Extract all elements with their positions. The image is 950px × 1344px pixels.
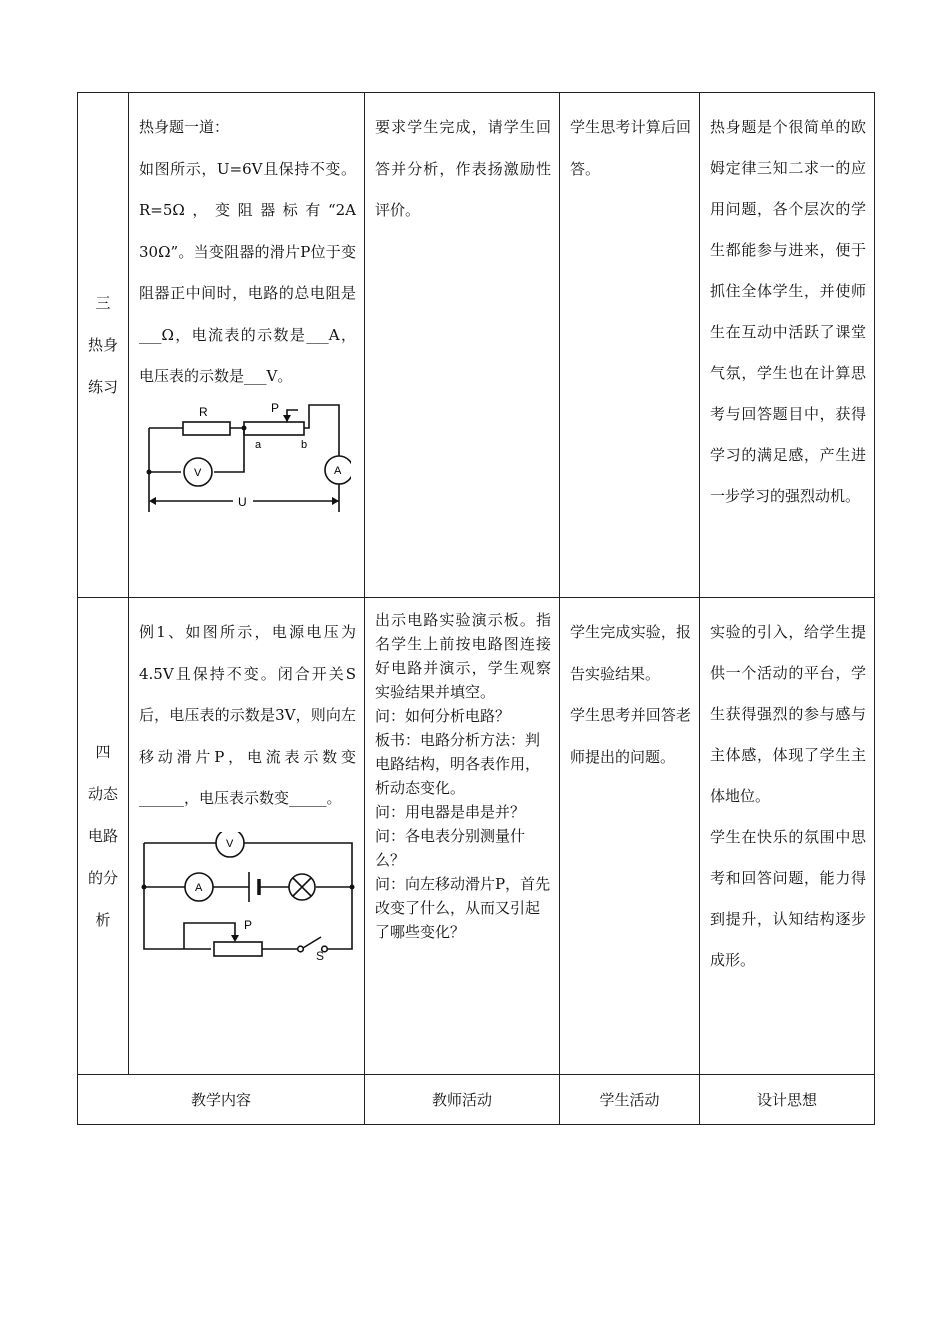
label-p: P [271, 401, 280, 415]
example-circuit-diagram [141, 832, 356, 957]
row-warmup [78, 93, 875, 598]
warmup-design-text: 热身题是个很简单的欧姆定律三知二求一的应用问题，各个层次的学生都能参与进来，便于抓住全体学生，并使师生在互动中活跃了课堂气氛，学生也在计算思考与回答题目中，获得学习的满足感，产生进一步学习的强烈动机。 [710, 118, 866, 505]
warmup-student-text: 学生思考计算后回答。 [570, 118, 691, 178]
content-cell-warmup [129, 93, 365, 598]
footer-teacher: 教师活动 [365, 1075, 560, 1125]
label-am: A [334, 464, 342, 477]
lesson-plan-table [77, 92, 875, 1125]
design-text: 学生在快乐的氛围中思考和回答问题，能力得到提升，认知结构逐步成形。 [710, 828, 866, 969]
row-footer-headers [78, 1075, 875, 1125]
label-p: P [244, 917, 253, 932]
label-u: U [238, 494, 247, 509]
teacher-board: 板书：电路分析方法：判电路结构，明各表作用，析动态变化。 [375, 731, 541, 797]
teacher-question: 问：用电器是串是并？ [375, 803, 526, 821]
teacher-text: 出示电路实验演示板。指名学生上前按电路图连接好电路并演示，学生观察实验结果并填空。 [375, 611, 551, 701]
teacher-question: 问：各电表分别测量什么？ [375, 827, 526, 869]
teacher-question: 问：如何分析电路？ [375, 707, 511, 725]
footer-content: 教学内容 [78, 1075, 365, 1125]
stage-cell-dynamic [78, 598, 129, 1075]
content-cell-dynamic [129, 598, 365, 1075]
stage-text: 三 [95, 294, 111, 312]
label-am: A [195, 881, 203, 894]
design-cell-dynamic [700, 598, 875, 1075]
warmup-problem: 如图所示，U=6V且保持不变。R=5Ω，变阻器标有“2A 30Ω”。当变阻器的滑片P位于变阻器正中间时，电路的总电阻是___Ω，电流表的示数是___A，电压表的示数是___V。 [139, 159, 356, 385]
warmup-teacher-text: 要求学生完成，请学生回答并分析，作表扬激励性评价。 [375, 118, 551, 219]
label-s: S [316, 948, 325, 963]
teacher-cell-warmup [365, 93, 560, 598]
warmup-circuit-diagram [141, 402, 351, 527]
stage-cell-warmup [78, 93, 129, 598]
label-v: V [194, 466, 202, 479]
stage-text: 的分 [87, 869, 118, 887]
student-cell-dynamic [560, 598, 700, 1075]
footer-design: 设计思想 [700, 1075, 875, 1125]
example-problem: 例1、如图所示，电源电压为4.5V且保持不变。闭合开关S后，电压表的示数是3V，则向左移动滑片P，电流表示数变______，电压表示数变_____。 [139, 623, 356, 807]
footer-student: 学生活动 [560, 1075, 700, 1125]
warmup-title: 热身题一道： [139, 118, 230, 136]
stage-text: 析 [95, 911, 111, 929]
student-text: 学生完成实验，报告实验结果。 [570, 623, 691, 683]
stage-text: 练习 [87, 378, 118, 396]
row-dynamic-circuit [78, 598, 875, 1075]
stage-text: 动态 [87, 785, 118, 803]
student-cell-warmup [560, 93, 700, 598]
teacher-cell-dynamic [365, 598, 560, 1075]
label-v: V [226, 837, 234, 850]
label-r: R [199, 404, 208, 419]
stage-text: 四 [95, 743, 111, 761]
stage-text: 电路 [87, 827, 118, 845]
design-text: 实验的引入，给学生提供一个活动的平台，学生获得强烈的参与感与主体感，体现了学生主体地位。 [710, 623, 866, 805]
design-cell-warmup [700, 93, 875, 598]
teacher-question: 问：向左移动滑片P，首先改变了什么，从而又引起了哪些变化？ [375, 875, 551, 941]
label-b: b [301, 438, 308, 451]
label-a: a [255, 438, 262, 451]
student-text: 学生思考并回答老师提出的问题。 [570, 706, 691, 766]
stage-text: 热身 [87, 336, 118, 354]
